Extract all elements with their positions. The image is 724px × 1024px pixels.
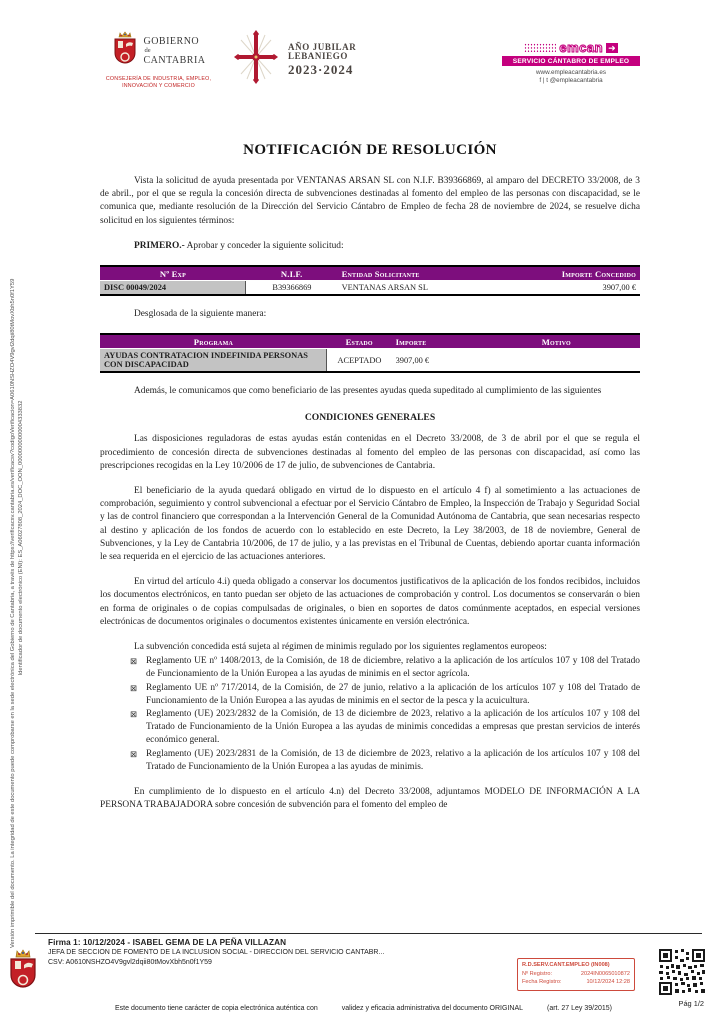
- col-entidad: Entidad Solicitante: [338, 266, 522, 281]
- registry-number-label: Nº Registro:: [522, 971, 553, 977]
- solicitud-header-row: [100, 266, 640, 281]
- col-exp: Nº Exp: [100, 266, 246, 281]
- primero-label: PRIMERO.-: [134, 240, 185, 251]
- desglosada-paragraph: Desglosada de la siguiente manera:: [134, 309, 267, 320]
- col-nif: N.I.F.: [246, 266, 338, 281]
- emcan-logo: [502, 40, 640, 84]
- de-text: de: [144, 47, 151, 55]
- condiciones-p3: En virtud del artículo 4.i) queda obligado a conservar los documentos justificativos de la aplicación de los fondos recibidos, incluidos los documentos electrónicos, en tanto puedan ser objeto de las actuaciones de comprobación y control. Los documentos se conservarán o bien en forma de originales o de copias compulsadas de originales, o bien en soportes de datos comúnmente aceptados, en especial versiones electrónicas de documentos originales o documentos existentes únicamente en versión electrónica.: [100, 577, 640, 627]
- list-item: [100, 682, 640, 708]
- desglose-data-row: [100, 349, 640, 373]
- desglose-table: [100, 333, 640, 373]
- checkbox-bullet-icon: ⊠: [130, 748, 138, 759]
- condiciones-title: CONDICIONES GENERALES: [304, 412, 436, 424]
- side-verification-text: [9, 128, 25, 948]
- col-estado: Estado: [327, 334, 392, 349]
- checkbox-bullet-icon: ⊠: [130, 656, 138, 667]
- cell-estado: ACEPTADO: [337, 355, 382, 365]
- registry-office: R.D.SERV.CANT.EMPLEO (IN008): [522, 962, 610, 968]
- cell-importe2: 3907,00 €: [395, 355, 430, 365]
- signature-divider: [35, 933, 702, 934]
- cell-exp: DISC 00049/2024: [100, 281, 246, 296]
- csv-code: CSV: A0610NSHZO4V9gvl2dqii80tMovXbh5n0f1Y59: [48, 959, 212, 966]
- emcan-social-handle: f | t @empleacantabria: [539, 77, 603, 84]
- registry-number-value: 2024IN0065010872: [580, 971, 630, 977]
- checkbox-bullet-icon: ⊠: [130, 709, 138, 720]
- list-item: [100, 708, 640, 748]
- authenticity-note: [115, 1005, 612, 1012]
- jubilar-line2: LEBANIEGO: [288, 51, 348, 61]
- consejeria-label: [96, 76, 221, 89]
- emcan-arrow-icon: ➜: [608, 42, 616, 53]
- registry-date-row: [522, 978, 630, 986]
- list-item: [100, 655, 640, 681]
- regulation-3-text: Reglamento (UE) 2023/2832 de la Comisión, de 13 de diciembre de 2023, relativo a la aplicación de los artículos 107 y 108 del Tratado de Funcionamiento de la Unión Europea a las ayudas de minimis concedidas a empresas que prestan servicios de interés económico general.: [146, 709, 640, 746]
- regulation-list: [100, 655, 640, 774]
- cantabria-text: CANTABRIA: [143, 54, 206, 66]
- jubilar-logo: [230, 28, 356, 91]
- cell-motivo: [473, 349, 640, 373]
- col-programa: Programa: [100, 334, 327, 349]
- checkbox-bullet-icon: ⊠: [130, 682, 138, 693]
- registry-date-label: Fecha Registro:: [522, 979, 562, 985]
- footer-crest-icon: [6, 947, 40, 996]
- emcan-dots-icon: [524, 43, 556, 53]
- desglose-header-row: [100, 334, 640, 349]
- col-importe2: Importe: [392, 334, 473, 349]
- signature-block: [48, 938, 384, 966]
- cantabria-crest-icon: [111, 30, 139, 73]
- cell-nif: B39366869: [272, 283, 312, 293]
- emcan-website-link[interactable]: www.empleacantabria.es: [535, 69, 606, 76]
- intro-paragraph: Vista la solicitud de ayuda presentada por VENTANAS ARSAN SL con N.I.F. B39366869, al amparo del DECRETO 33/2008, de 3 de abril., por el que se regula la concesión directa de subvenciones destinadas al fomento del empleo de las personas con discapacidad, se le comunica que, mediante resolución de la Dirección del Servicio Cántabro de Empleo de fecha 28 de noviembre de 2024, se resuelve dicha solicitud en los siguientes términos:: [100, 176, 640, 226]
- page-title: NOTIFICACIÓN DE RESOLUCIÓN: [243, 142, 497, 158]
- primero-paragraph: [100, 240, 640, 253]
- condiciones-p2: El beneficiario de la ayuda quedará obligado en virtud de lo dispuesto en el artículo 4 f) al sometimiento a las actuaciones de comprobación, seguimiento y control subvencional a efectuar por el Servicio Cántabro de Empleo, la Inspección de Trabajo y Seguridad Social y las de control financiero que correspondan a la Intervención General de la Comunidad Autónoma de Cantabria, que sean necesarias respecto al destino y aplicación de los fondos de acuerdo con lo establecido en este Decreto, la Ley 38/2003, de 18 de noviembre, General de Subvenciones, y la Ley de Cantabria 10/2006, de 17 de julio, y a las previstas en el Tribunal de Cuentas, debiendo aportar cuanta información le sea requerida en el ejercicio de las actuaciones anteriores.: [100, 486, 640, 563]
- primero-text: Aprobar y conceder la siguiente solicitud:: [184, 240, 344, 251]
- ademas-paragraph: Además, le comunicamos que como beneficiario de las presentes ayudas queda supeditado al cumplimiento de las siguientes: [134, 386, 602, 397]
- signature-line: Firma 1: 10/12/2024 - ISABEL GEMA DE LA PEÑA VILLAZAN: [48, 938, 287, 947]
- authenticity-segment-2: validez y eficacia administrativa del documento ORIGINAL: [341, 1005, 524, 1012]
- side-eni-line: Identificador de documento electrónico (ENI): ES_A06027808_2024_DOC_OON_00000000000004333832: [18, 400, 24, 676]
- lebaniego-cross-icon: [230, 28, 282, 91]
- cell-programa: AYUDAS CONTRATACION INDEFINIDA PERSONAS CON DISCAPACIDAD: [100, 349, 327, 373]
- qr-code: [658, 948, 706, 1001]
- jubilar-years: 2023·2024: [288, 62, 354, 77]
- cantabria-wordmark: [143, 37, 205, 66]
- consejeria-line2: INNOVACIÓN Y COMERCIO: [122, 82, 195, 89]
- regulation-1-text: Reglamento UE nº 1408/2013, de la Comisión, de 18 de diciembre, relativo a la aplicación de los artículos 107 y 108 del Tratado de Funcionamiento de la Unión Europea a las ayudas de minimis en el sector agrícola.: [146, 656, 640, 680]
- registry-number-row: [522, 970, 630, 978]
- authenticity-segment-3: (art. 27 Ley 39/2015): [546, 1005, 612, 1012]
- regulation-2-text: Reglamento UE nº 717/2014, de la Comisión, de 27 de junio, relativo a la aplicación de los artículos 107 y 108 del Tratado de Funcionamiento de la Unión Europea a las ayudas de minimis en el sector de la pesca y la acuicultura.: [146, 682, 640, 706]
- registry-stamp: [517, 958, 635, 991]
- signer-role: JEFA DE SECCION DE FOMENTO DE LA INCLUSION SOCIAL - DIRECCION DEL SERVICIO CANTABR...: [48, 949, 385, 956]
- closing-paragraph: En cumplimiento de lo dispuesto en el artículo 4.n) del Decreto 33/2008, adjuntamos MODELO DE INFORMACIÓN A LA PERSONA TRABAJADORA sobre concesión de subvención para el fomento del empleo de: [100, 787, 640, 811]
- col-importe: Importe Concedido: [521, 266, 640, 281]
- regulation-4-text: Reglamento (UE) 2023/2831 de la Comisión, de 13 de diciembre de 2023, relativo a la aplicación de los artículos 107 y 108 del Tratado de Funcionamiento de la Unión Europea a las ayudas de minimis.: [146, 748, 640, 772]
- col-motivo: Motivo: [473, 334, 640, 349]
- consejeria-line1: CONSEJERÍA DE INDUSTRIA, EMPLEO,: [105, 76, 212, 82]
- cell-entidad: VENTANAS ARSAN SL: [341, 283, 428, 293]
- side-verification-line: Versión imprimible del documento. La integridad de este documento puede comprobarse en la sede electrónica del Gobierno de Cantabria, a través de https://verificacsv.cantabria.es/verificacsv?codigoVerificacion=A0610NSHZO4V9gvl2dqii80tMovXbh5n0f1Y59: [10, 278, 16, 948]
- solicitud-data-row: [100, 281, 640, 296]
- list-item: [100, 748, 640, 774]
- minimis-intro: La subvención concedida está sujeta al régimen de minimis regulado por los siguientes reglamentos europeos:: [134, 642, 547, 653]
- emcan-banner: SERVICIO CÁNTABRO DE EMPLEO: [502, 56, 640, 66]
- page-number: Pág 1/2: [678, 999, 704, 1008]
- emcan-wordmark: emcan: [559, 40, 604, 55]
- registry-date-value: 10/12/2024 12:28: [586, 979, 630, 985]
- condiciones-p1: Las disposiciones reguladoras de estas ayudas están contenidas en el Decreto 33/2008, de 3 de abril por el que se regula el procedimiento de concesión directa de subvenciones destinadas al fomento del empleo de las personas con discapacidad, así como las prescripciones recogidas en la Ley 10/2006 de 17 de julio, de subvenciones de Cantabria.: [100, 434, 640, 471]
- jubilar-line1: AÑO JUBILAR: [288, 42, 357, 52]
- jubilar-wordmark: [288, 43, 356, 76]
- gobierno-text: GOBIERNO: [143, 36, 200, 48]
- solicitud-table: [100, 265, 640, 296]
- cantabria-logo: [96, 30, 221, 89]
- cell-importe: 3907,00 €: [602, 283, 636, 293]
- document-body: [100, 142, 640, 825]
- authenticity-segment-1: Este documento tiene carácter de copia electrónica auténtica con: [115, 1005, 318, 1012]
